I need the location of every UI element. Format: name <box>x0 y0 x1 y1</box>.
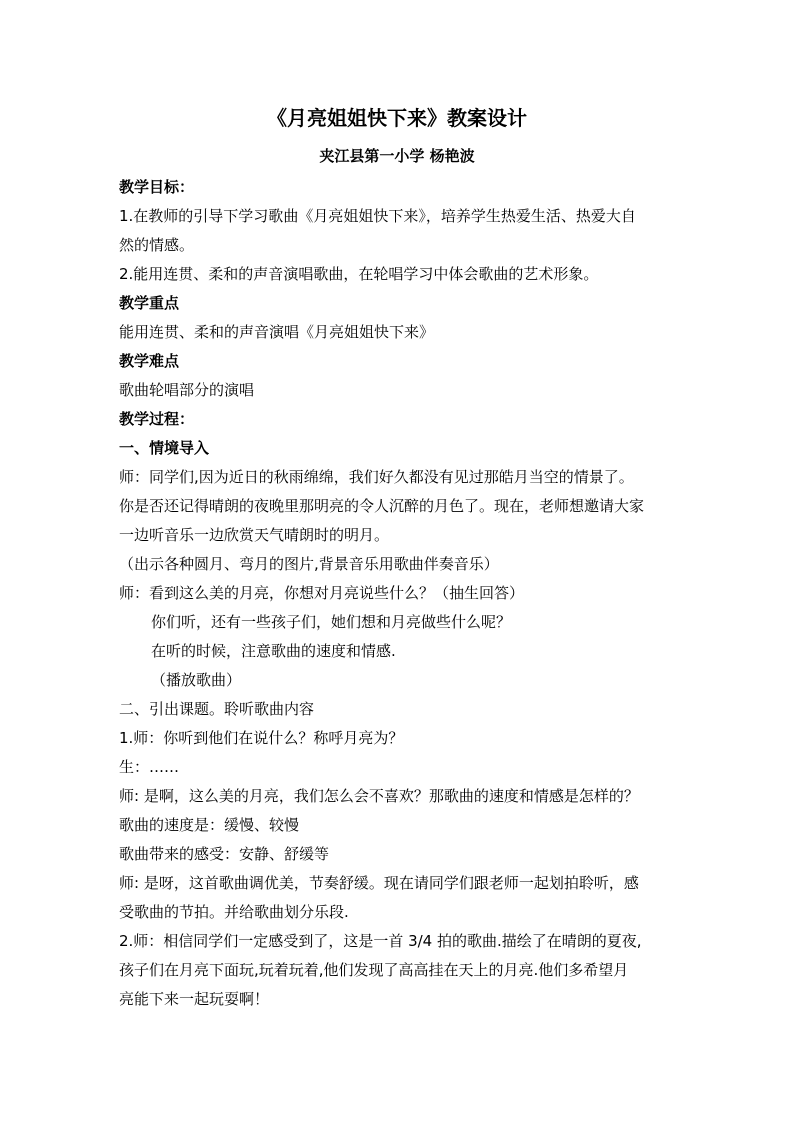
paragraph-line: 你们听，还有一些孩子们，她们想和月亮做些什么呢？ <box>151 613 512 631</box>
paragraph-line: 然的情感。 <box>119 236 195 254</box>
paragraph-line: 1.师：你听到他们在说什么？称呼月亮为？ <box>119 729 404 747</box>
document-body <box>119 173 679 1014</box>
paragraph-line: 师: 是啊，这么美的月亮，我们怎么会不喜欢？那歌曲的速度和情感是怎样的？ <box>119 787 639 805</box>
paragraph-line: 歌曲带来的感受：安静、舒缓等 <box>119 845 330 863</box>
paragraph-line: 能用连贯、柔和的声音演唱《月亮姐姐快下来》 <box>119 323 435 341</box>
paragraph-line: 师：看到这么美的月亮，你想对月亮说些什么？（抽生回答） <box>119 584 525 602</box>
paragraph-line: 生：…… <box>119 758 180 776</box>
paragraph-line: （播放歌曲） <box>151 671 242 689</box>
section-heading: 教学目标： <box>119 178 195 196</box>
section-heading: 教学过程： <box>119 410 195 428</box>
paragraph-line: 1.在教师的引导下学习歌曲《月亮姐姐快下来》，培养学生热爱生活、热爱大自 <box>119 207 636 225</box>
paragraph-line: 一边听音乐一边欣赏天气晴朗时的明月。 <box>119 526 390 544</box>
document-title: 《月亮姐姐快下来》教案设计 <box>267 106 527 130</box>
paragraph-line: （出示各种圆月、弯月的图片,背景音乐用歌曲伴奏音乐） <box>119 555 499 573</box>
paragraph-line: 师：同学们,因为近日的秋雨绵绵，我们好久都没有见过那皓月当空的情景了。 <box>119 468 634 486</box>
paragraph-line: 师: 是呀，这首歌曲调优美，节奏舒缓。现在请同学们跟老师一起划拍聆听，感 <box>119 874 639 892</box>
paragraph-line: 亮能下来一起玩耍啊！ <box>119 990 270 1008</box>
paragraph-line: 孩子们在月亮下面玩,玩着玩着,他们发现了高高挂在天上的月亮.他们多希望月 <box>119 961 629 979</box>
paragraph-line: 受歌曲的节拍。并给歌曲划分乐段. <box>119 903 349 921</box>
section-heading: 教学难点 <box>119 352 180 370</box>
paragraph-line: 在听的时候，注意歌曲的速度和情感. <box>151 642 396 660</box>
paragraph-line: 二、引出课题。聆听歌曲内容 <box>119 700 315 718</box>
document-author: 夹江县第一小学 杨艳波 <box>319 147 475 165</box>
paragraph-line: 歌曲的速度是：缓慢、较慢 <box>119 816 300 834</box>
section-heading: 一、情境导入 <box>119 439 210 457</box>
paragraph-line: 2.能用连贯、柔和的声音演唱歌曲，在轮唱学习中体会歌曲的艺术形象。 <box>119 265 599 283</box>
section-heading: 教学重点 <box>119 294 180 312</box>
paragraph-line: 你是否还记得晴朗的夜晚里那明亮的令人沉醉的月色了。现在，老师想邀请大家 <box>119 497 645 515</box>
paragraph-line: 2.师：相信同学们一定感受到了，这是一首 3/4 拍的歌曲.描绘了在晴朗的夏夜, <box>119 932 642 950</box>
paragraph-line: 歌曲轮唱部分的演唱 <box>119 381 255 399</box>
